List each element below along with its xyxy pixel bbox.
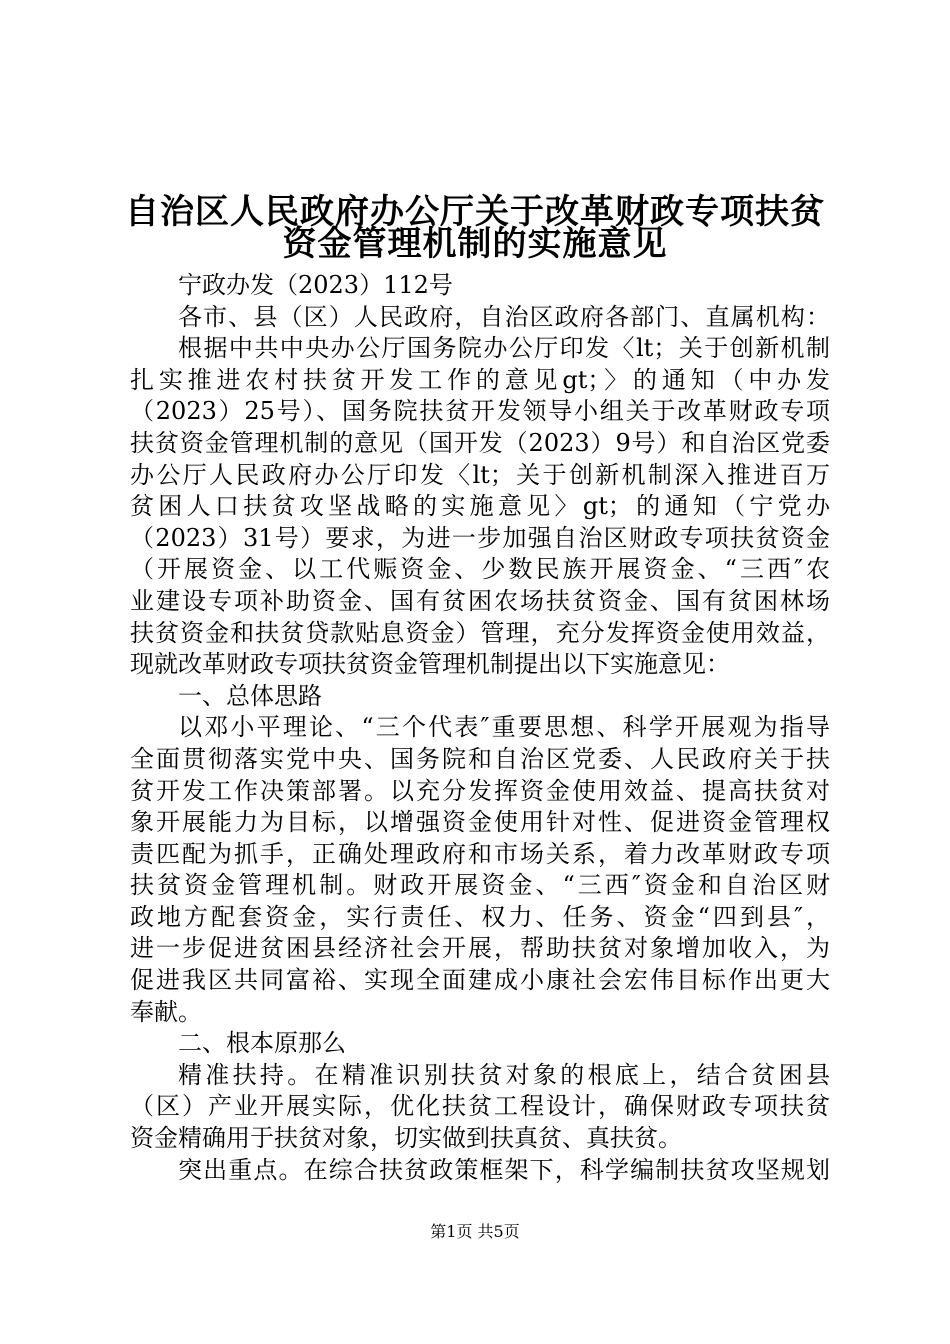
body-line: 象开展能力为目标，以增强资金使用针对性、促进资金管理权 bbox=[130, 808, 830, 837]
body-line: （2023）31号）要求，为进一步加强自治区财政专项扶贫资金 bbox=[130, 523, 830, 552]
body-line: 贫开发工作决策部署。以充分发挥资金使用效益、提高扶贫对 bbox=[130, 776, 830, 805]
body-line: 根据中共中央办公厅国务院办公厅印发〈lt；关于创新机制 bbox=[178, 334, 830, 363]
body-line: 奉献。 bbox=[130, 997, 202, 1026]
document-number: 宁政办发（2023）112号 bbox=[178, 271, 453, 299]
body-line: 责匹配为抓手，正确处理政府和市场关系，着力改革财政专项 bbox=[130, 839, 830, 868]
body-line: 扶贫资金管理机制。财政开展资金、“三西″资金和自治区财 bbox=[130, 871, 830, 900]
body-line: 进一步促进贫困县经济社会开展，帮助扶贫对象增加收入，为 bbox=[130, 934, 830, 963]
body-line: 扶贫资金管理机制的意见（国开发（2023）9号）和自治区党委 bbox=[130, 428, 830, 457]
body-line: 业建设专项补助资金、国有贫困农场扶贫资金、国有贫困林场 bbox=[130, 586, 830, 615]
document-title-line-1: 自治区人民政府办公厅关于改革财政专项扶贫 bbox=[125, 192, 825, 232]
body-line: （2023）25号）、国务院扶贫开发领导小组关于改革财政专项 bbox=[130, 397, 830, 426]
body-line: 精准扶持。在精准识别扶贫对象的根底上，结合贫困县 bbox=[178, 1060, 830, 1089]
addressee-line: 各市、县（区）人民政府，自治区政府各部门、直属机构： bbox=[178, 302, 830, 331]
page-footer: 第1页 共5页 bbox=[430, 1222, 520, 1241]
body-line: （区）产业开展实际，优化扶贫工程设计，确保财政专项扶贫 bbox=[130, 1092, 830, 1121]
body-line: 扶贫资金和扶贫贷款贴息资金）管理，充分发挥资金使用效益， bbox=[130, 618, 830, 647]
section-heading: 二、根本原那么 bbox=[178, 1029, 346, 1058]
body-line: 政地方配套资金，实行责任、权力、任务、资金“四到县″， bbox=[130, 902, 830, 931]
body-line: 贫困人口扶贫攻坚战略的实施意见〉gt；的通知（宁党办 bbox=[130, 492, 830, 521]
body-line: 资金精确用于扶贫对象，切实做到扶真贫、真扶贫。 bbox=[130, 1124, 682, 1153]
body-line: 促进我区共同富裕、实现全面建成小康社会宏伟目标作出更大 bbox=[130, 966, 830, 995]
body-line: 以邓小平理论、“三个代表″重要思想、科学开展观为指导 bbox=[178, 713, 830, 742]
body-line: 现就改革财政专项扶贫资金管理机制提出以下实施意见： bbox=[130, 650, 730, 679]
body-line: 突出重点。在综合扶贫政策框架下，科学编制扶贫攻坚规划 bbox=[178, 1155, 830, 1184]
document-body bbox=[130, 270, 830, 1186]
body-line: 办公厅人民政府办公厅印发〈lt；关于创新机制深入推进百万 bbox=[130, 460, 830, 489]
body-line: （开展资金、以工代赈资金、少数民族开展资金、“三西″农 bbox=[130, 555, 830, 584]
body-line: 全面贯彻落实党中央、国务院和自治区党委、人民政府关于扶 bbox=[130, 744, 830, 773]
document-title-line-2: 资金管理机制的实施意见 bbox=[282, 224, 668, 264]
section-heading: 一、总体思路 bbox=[178, 681, 322, 710]
body-line: 扎实推进农村扶贫开发工作的意见gt；〉的通知（中办发 bbox=[130, 365, 830, 394]
